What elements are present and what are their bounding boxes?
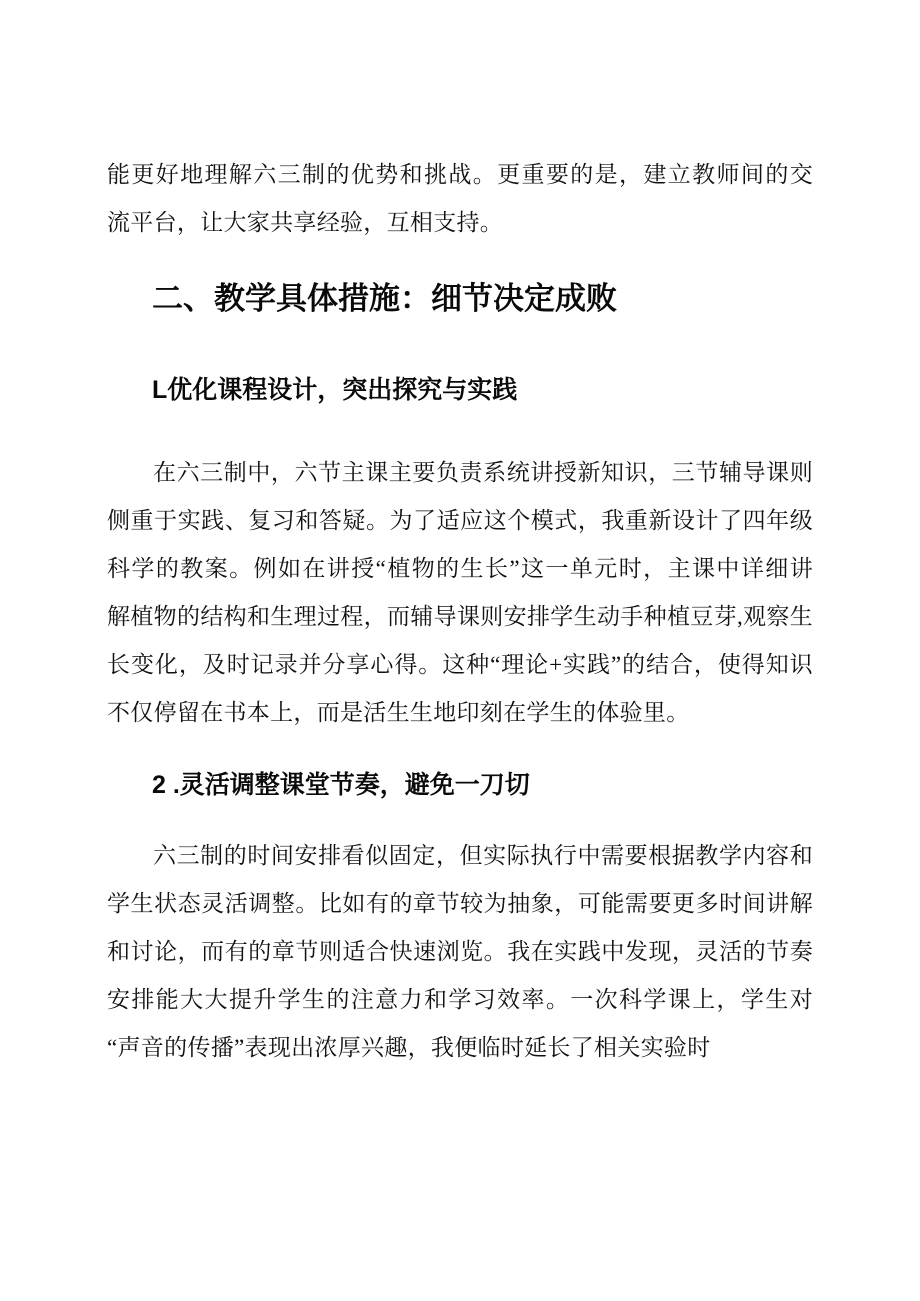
text-line: “声音的传播”表现出浓厚兴趣，我便临时延长了相关实验时 xyxy=(107,1035,711,1060)
text-line: 六三制的时间安排看似固定，但实际执行中需要根据教学内容和 xyxy=(153,843,813,868)
text-line: 解植物的结构和生理过程，而辅导课则安排学生动手种植豆芽,观察生 xyxy=(107,604,813,629)
subsection-1-heading: L优化课程设计，突出探究与实践 xyxy=(152,376,518,404)
text-line: 科学的教案。例如在讲授“植物的生长”这一单元时，主课中详细讲 xyxy=(107,556,813,581)
text-line: 学生状态灵活调整。比如有的章节较为抽象，可能需要更多时间讲解 xyxy=(107,891,813,916)
text-line: 能更好地理解六三制的优势和挑战。更重要的是，建立教师间的交 xyxy=(107,162,813,187)
text-line: 流平台，让大家共享经验，互相支持。 xyxy=(107,210,504,235)
subsection-2-heading: 2 .灵活调整课堂节奏，避免一刀切 xyxy=(152,771,530,799)
text-line: 和讨论，而有的章节则适合快速浏览。我在实践中发现，灵活的节奏 xyxy=(107,939,813,964)
text-line: 安排能大大提升学生的注意力和学习效率。一次科学课上，学生对 xyxy=(107,987,813,1012)
paragraph-subsection-2 xyxy=(107,832,813,1072)
paragraph-intro-continuation xyxy=(107,151,813,247)
text-line: 侧重于实践、复习和答疑。为了适应这个模式，我重新设计了四年级 xyxy=(107,508,813,533)
section-heading: 二、教学具体措施：细节决定成败 xyxy=(152,281,617,316)
text-line: 不仅停留在书本上，而是活生生地印刻在学生的体验里。 xyxy=(107,700,690,725)
paragraph-subsection-1 xyxy=(107,449,813,737)
text-line: 在六三制中，六节主课主要负责系统讲授新知识，三节辅导课则 xyxy=(153,460,813,485)
text-line: 长变化，及时记录并分享心得。这种“理论+实践”的结合，使得知识 xyxy=(107,652,813,677)
